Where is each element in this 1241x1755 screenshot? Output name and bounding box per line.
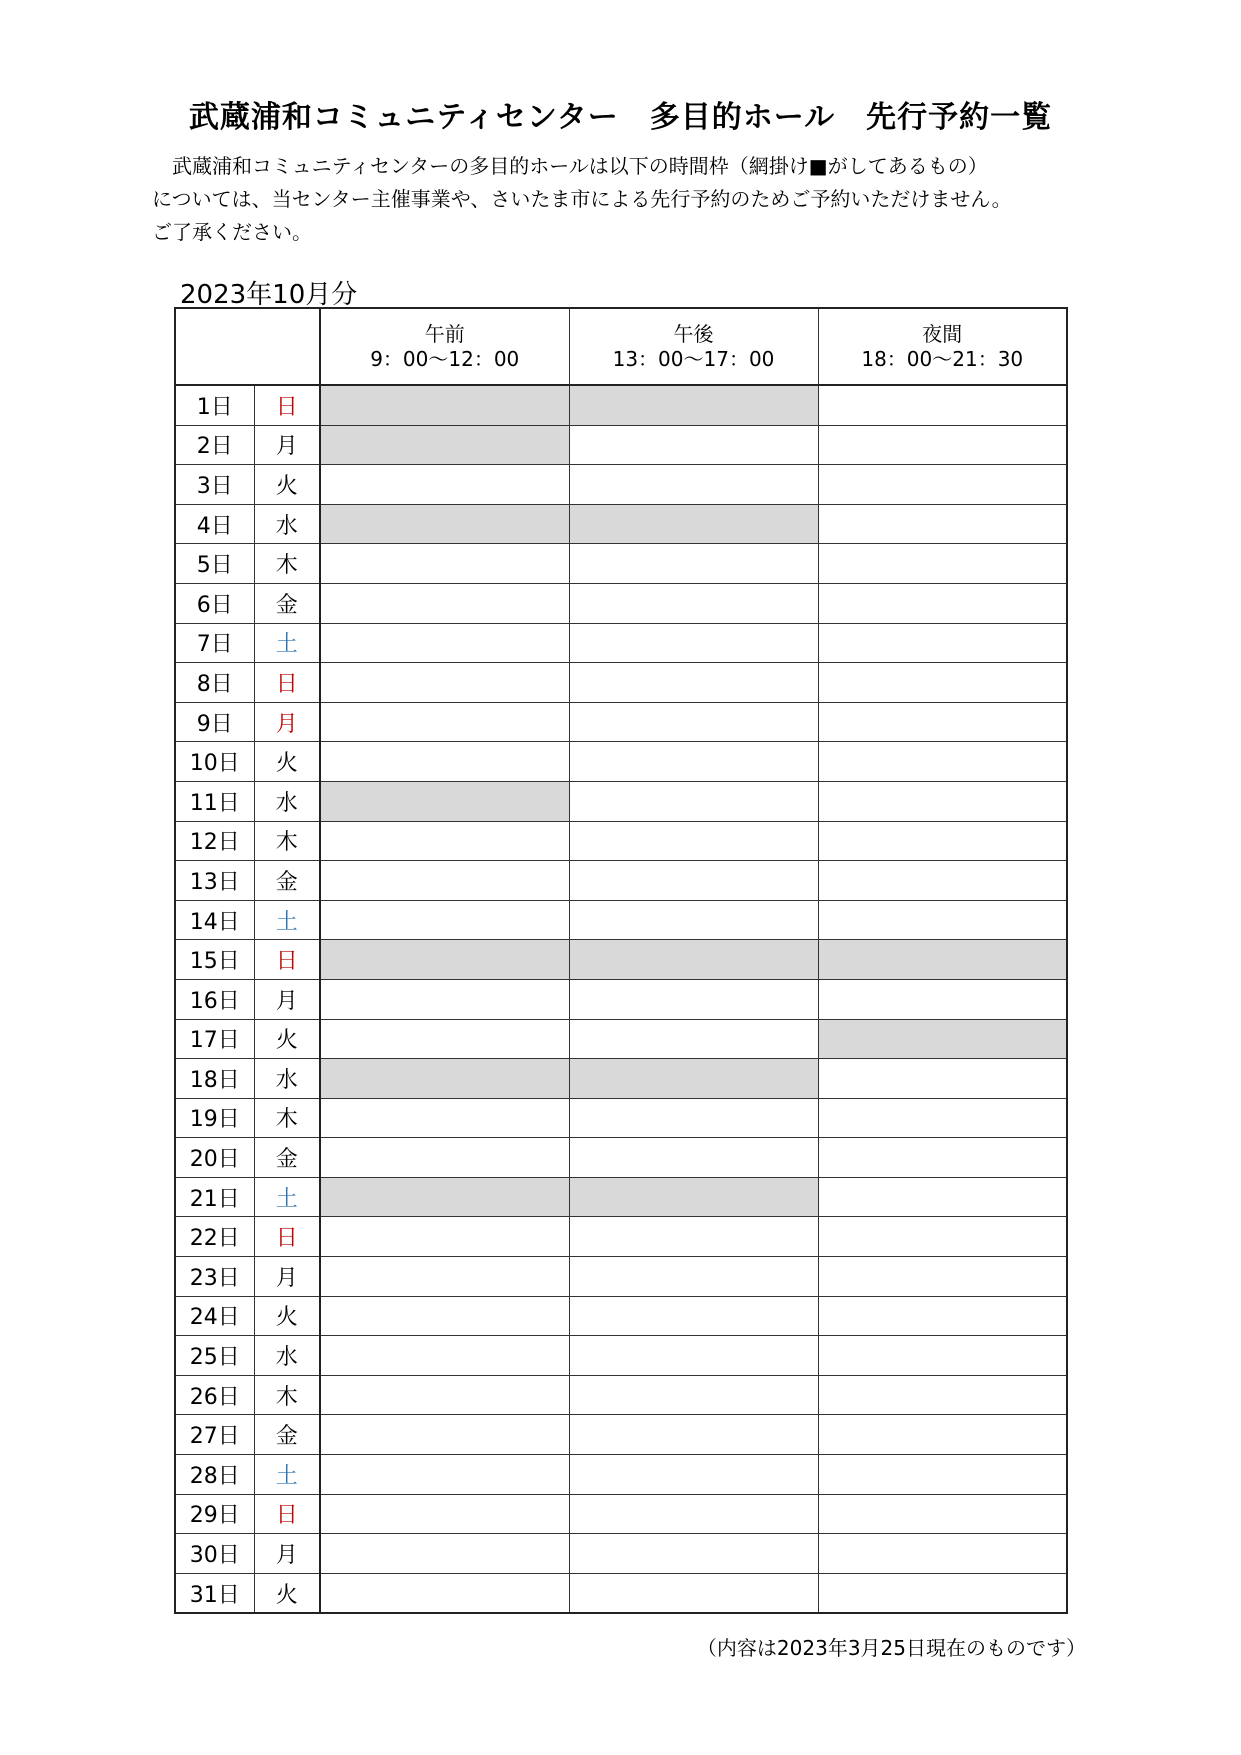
- slot-morning: [320, 583, 569, 623]
- slot-morning: [320, 663, 569, 703]
- header-blank-cell: [175, 308, 320, 385]
- column-time: 9：00〜12：00: [370, 346, 520, 371]
- day-number: 4日: [175, 504, 254, 544]
- slot-morning: [320, 1296, 569, 1336]
- column-name: 夜間: [922, 321, 963, 346]
- table-row: [175, 425, 1067, 465]
- day-number: 6日: [175, 583, 254, 623]
- day-number: 14日: [175, 900, 254, 940]
- slot-evening: [818, 465, 1067, 505]
- day-of-week: 金: [254, 1138, 320, 1178]
- slot-evening: [818, 1336, 1067, 1376]
- slot-morning: [320, 861, 569, 901]
- day-of-week: 金: [254, 583, 320, 623]
- slot-afternoon: [569, 1138, 818, 1178]
- slot-evening: [818, 1019, 1067, 1059]
- slot-morning: [320, 1573, 569, 1613]
- table-row: [175, 1375, 1067, 1415]
- day-of-week: 月: [254, 979, 320, 1019]
- slot-evening: [818, 583, 1067, 623]
- slot-morning: [320, 385, 569, 425]
- table-row: [175, 1455, 1067, 1495]
- slot-evening: [818, 1138, 1067, 1178]
- slot-evening: [818, 979, 1067, 1019]
- slot-morning: [320, 1177, 569, 1217]
- slot-afternoon: [569, 1494, 818, 1534]
- slot-afternoon: [569, 940, 818, 980]
- slot-evening: [818, 940, 1067, 980]
- slot-afternoon: [569, 1257, 818, 1297]
- table-row: [175, 742, 1067, 782]
- slot-morning: [320, 1217, 569, 1257]
- slot-afternoon: [569, 1177, 818, 1217]
- table-row: [175, 465, 1067, 505]
- slot-evening: [818, 1257, 1067, 1297]
- day-number: 28日: [175, 1455, 254, 1495]
- table-row: [175, 900, 1067, 940]
- day-number: 2日: [175, 425, 254, 465]
- table-row: [175, 702, 1067, 742]
- slot-morning: [320, 504, 569, 544]
- table-row: [175, 1494, 1067, 1534]
- day-of-week: 月: [254, 425, 320, 465]
- day-of-week: 火: [254, 1296, 320, 1336]
- table-row: [175, 781, 1067, 821]
- day-number: 18日: [175, 1059, 254, 1099]
- day-number: 15日: [175, 940, 254, 980]
- day-of-week: 土: [254, 1455, 320, 1495]
- day-of-week: 水: [254, 1059, 320, 1099]
- day-number: 23日: [175, 1257, 254, 1297]
- slot-evening: [818, 861, 1067, 901]
- slot-morning: [320, 1415, 569, 1455]
- slot-afternoon: [569, 465, 818, 505]
- intro-line: については、当センター主催事業や、さいたま市による先行予約のためご予約いただけません。: [152, 187, 1012, 211]
- table-row: [175, 940, 1067, 980]
- table-row: [175, 1138, 1067, 1178]
- slot-morning: [320, 781, 569, 821]
- slot-afternoon: [569, 1098, 818, 1138]
- day-number: 5日: [175, 544, 254, 584]
- header-row: [175, 308, 1067, 385]
- day-of-week: 日: [254, 1217, 320, 1257]
- day-of-week: 木: [254, 821, 320, 861]
- page-title: 武蔵浦和コミュニティセンター 多目的ホール 先行予約一覧: [188, 100, 1053, 135]
- slot-afternoon: [569, 1336, 818, 1376]
- day-number: 11日: [175, 781, 254, 821]
- slot-morning: [320, 1019, 569, 1059]
- slot-morning: [320, 1059, 569, 1099]
- table-row: [175, 1177, 1067, 1217]
- slot-evening: [818, 1494, 1067, 1534]
- slot-evening: [818, 544, 1067, 584]
- day-of-week: 水: [254, 781, 320, 821]
- schedule-table: [174, 307, 1068, 1614]
- day-number: 27日: [175, 1415, 254, 1455]
- slot-evening: [818, 1375, 1067, 1415]
- slot-evening: [818, 623, 1067, 663]
- table-row: [175, 861, 1067, 901]
- slot-morning: [320, 940, 569, 980]
- slot-evening: [818, 504, 1067, 544]
- slot-afternoon: [569, 1375, 818, 1415]
- slot-morning: [320, 1494, 569, 1534]
- table-row: [175, 1573, 1067, 1613]
- slot-afternoon: [569, 623, 818, 663]
- day-of-week: 木: [254, 1098, 320, 1138]
- slot-morning: [320, 979, 569, 1019]
- day-number: 20日: [175, 1138, 254, 1178]
- day-of-week: 火: [254, 1019, 320, 1059]
- slot-afternoon: [569, 425, 818, 465]
- slot-evening: [818, 900, 1067, 940]
- slot-evening: [818, 781, 1067, 821]
- slot-morning: [320, 742, 569, 782]
- table-row: [175, 979, 1067, 1019]
- day-number: 8日: [175, 663, 254, 703]
- table-row: [175, 1336, 1067, 1376]
- day-number: 26日: [175, 1375, 254, 1415]
- day-of-week: 水: [254, 1336, 320, 1376]
- table-row: [175, 1296, 1067, 1336]
- slot-afternoon: [569, 742, 818, 782]
- day-number: 12日: [175, 821, 254, 861]
- table-row: [175, 504, 1067, 544]
- day-number: 10日: [175, 742, 254, 782]
- slot-afternoon: [569, 900, 818, 940]
- column-time: 18：00〜21：30: [861, 346, 1024, 371]
- month-label: 2023年10月分: [180, 280, 358, 310]
- day-of-week: 日: [254, 663, 320, 703]
- schedule-body: [175, 385, 1067, 1613]
- day-number: 29日: [175, 1494, 254, 1534]
- slot-evening: [818, 1415, 1067, 1455]
- header-afternoon: [569, 308, 818, 385]
- slot-evening: [818, 1573, 1067, 1613]
- slot-evening: [818, 1296, 1067, 1336]
- table-row: [175, 1098, 1067, 1138]
- day-number: 1日: [175, 385, 254, 425]
- slot-afternoon: [569, 1455, 818, 1495]
- day-of-week: 火: [254, 465, 320, 505]
- column-time: 13：00〜17：00: [612, 346, 775, 371]
- footer-note: （内容は2023年3月25日現在のものです）: [696, 1636, 1086, 1660]
- column-name: 午前: [424, 321, 465, 346]
- day-of-week: 金: [254, 861, 320, 901]
- table-row: [175, 821, 1067, 861]
- slot-morning: [320, 1098, 569, 1138]
- slot-afternoon: [569, 1296, 818, 1336]
- slot-evening: [818, 1098, 1067, 1138]
- slot-morning: [320, 623, 569, 663]
- slot-afternoon: [569, 1573, 818, 1613]
- day-of-week: 月: [254, 1534, 320, 1574]
- day-of-week: 日: [254, 940, 320, 980]
- slot-evening: [818, 1534, 1067, 1574]
- day-of-week: 日: [254, 385, 320, 425]
- day-number: 31日: [175, 1573, 254, 1613]
- slot-evening: [818, 821, 1067, 861]
- day-of-week: 火: [254, 1573, 320, 1613]
- day-of-week: 月: [254, 1257, 320, 1297]
- slot-afternoon: [569, 385, 818, 425]
- intro-line: ご了承ください。: [152, 220, 312, 244]
- slot-afternoon: [569, 781, 818, 821]
- table-row: [175, 1534, 1067, 1574]
- slot-morning: [320, 1257, 569, 1297]
- intro-line: 武蔵浦和コミュニティセンターの多目的ホールは以下の時間枠（網掛け■がしてあるもの）: [152, 154, 988, 178]
- table-row: [175, 544, 1067, 584]
- slot-morning: [320, 702, 569, 742]
- slot-evening: [818, 742, 1067, 782]
- day-number: 7日: [175, 623, 254, 663]
- slot-afternoon: [569, 1534, 818, 1574]
- day-of-week: 土: [254, 1177, 320, 1217]
- day-of-week: 火: [254, 742, 320, 782]
- day-number: 9日: [175, 702, 254, 742]
- day-number: 17日: [175, 1019, 254, 1059]
- slot-afternoon: [569, 1415, 818, 1455]
- slot-morning: [320, 900, 569, 940]
- day-of-week: 水: [254, 504, 320, 544]
- slot-morning: [320, 1375, 569, 1415]
- column-name: 午後: [673, 321, 714, 346]
- header-morning: [320, 308, 569, 385]
- table-row: [175, 623, 1067, 663]
- day-number: 19日: [175, 1098, 254, 1138]
- day-number: 21日: [175, 1177, 254, 1217]
- slot-afternoon: [569, 1217, 818, 1257]
- slot-evening: [818, 1177, 1067, 1217]
- day-number: 16日: [175, 979, 254, 1019]
- table-row: [175, 1059, 1067, 1099]
- slot-afternoon: [569, 544, 818, 584]
- slot-morning: [320, 425, 569, 465]
- day-of-week: 木: [254, 544, 320, 584]
- day-number: 25日: [175, 1336, 254, 1376]
- slot-evening: [818, 1455, 1067, 1495]
- day-of-week: 土: [254, 900, 320, 940]
- day-number: 30日: [175, 1534, 254, 1574]
- slot-evening: [818, 1217, 1067, 1257]
- header-evening: [818, 308, 1067, 385]
- slot-morning: [320, 1534, 569, 1574]
- slot-afternoon: [569, 979, 818, 1019]
- slot-afternoon: [569, 663, 818, 703]
- slot-afternoon: [569, 702, 818, 742]
- day-of-week: 日: [254, 1494, 320, 1534]
- slot-afternoon: [569, 861, 818, 901]
- table-row: [175, 663, 1067, 703]
- slot-morning: [320, 1138, 569, 1178]
- day-of-week: 土: [254, 623, 320, 663]
- day-number: 3日: [175, 465, 254, 505]
- slot-evening: [818, 1059, 1067, 1099]
- day-of-week: 月: [254, 702, 320, 742]
- day-number: 22日: [175, 1217, 254, 1257]
- slot-evening: [818, 702, 1067, 742]
- table-row: [175, 1257, 1067, 1297]
- slot-afternoon: [569, 583, 818, 623]
- day-number: 13日: [175, 861, 254, 901]
- table-row: [175, 583, 1067, 623]
- slot-morning: [320, 1336, 569, 1376]
- slot-afternoon: [569, 1019, 818, 1059]
- table-row: [175, 1019, 1067, 1059]
- slot-afternoon: [569, 1059, 818, 1099]
- slot-morning: [320, 544, 569, 584]
- day-number: 24日: [175, 1296, 254, 1336]
- table-row: [175, 1415, 1067, 1455]
- table-row: [175, 385, 1067, 425]
- day-of-week: 金: [254, 1415, 320, 1455]
- slot-evening: [818, 663, 1067, 703]
- slot-evening: [818, 385, 1067, 425]
- slot-morning: [320, 821, 569, 861]
- intro-text: [152, 150, 1112, 249]
- day-of-week: 木: [254, 1375, 320, 1415]
- slot-afternoon: [569, 821, 818, 861]
- slot-afternoon: [569, 504, 818, 544]
- slot-evening: [818, 425, 1067, 465]
- table-row: [175, 1217, 1067, 1257]
- slot-morning: [320, 465, 569, 505]
- slot-morning: [320, 1455, 569, 1495]
